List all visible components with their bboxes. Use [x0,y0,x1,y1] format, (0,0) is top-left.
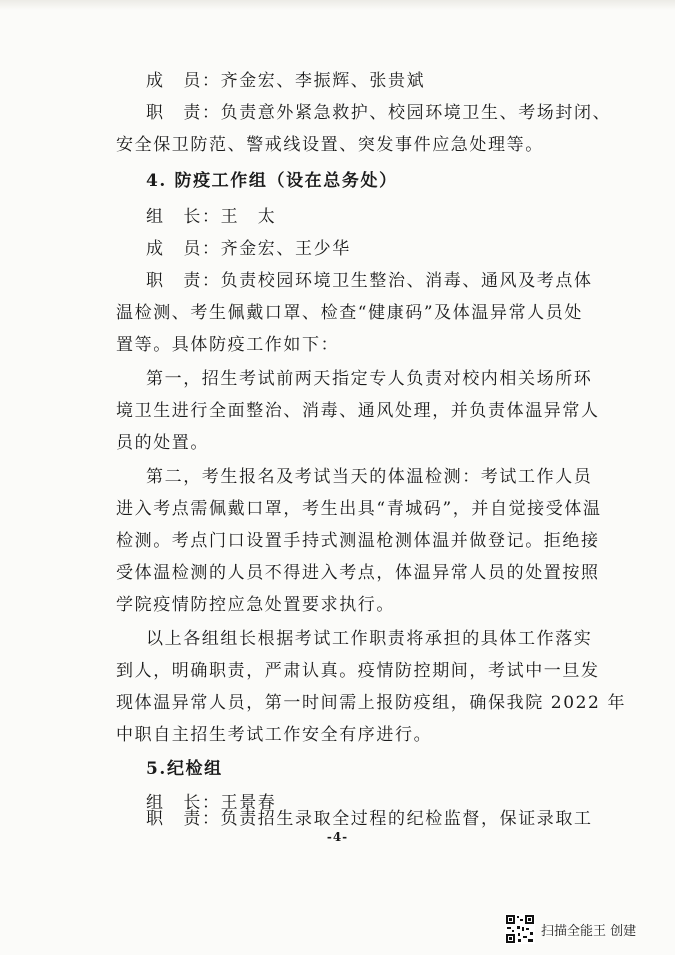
paragraph-line: 现体温异常人员，第一时间需上报防疫组，确保我院 2022 年 [116,693,627,713]
paragraph-line: 中职自主招生考试工作安全有序进行。 [116,725,433,745]
field-label: 职责 [146,103,202,123]
members-line-epidemic [0,238,675,260]
field-value: 负责意外紧急救护、校园环境卫生、考场封闭、 [220,103,612,123]
scanner-watermark [505,909,636,949]
colon: ： [202,71,221,91]
paragraph-line: 进入考点需佩戴口罩，考生出具“青城码”，并自觉接受体温 [116,499,602,519]
paragraph-line: 检测。考点门口设置手持式测温枪测体温并做登记。拒绝接 [116,531,600,551]
paragraph-line: 境卫生进行全面整治、消毒、通风处理，并负责体温异常人 [116,401,600,421]
duties-line-1 [0,102,675,124]
field-label: 职责 [146,271,202,291]
colon: ： [202,103,221,123]
paragraph-line: 置等。具体防疫工作如下： [116,335,340,355]
field-label: 成员 [146,71,202,91]
field-value: 齐金宏、王少华 [220,239,351,259]
leader-line-epidemic [0,206,675,228]
field-value: 齐金宏、李振辉、张贵斌 [220,71,426,91]
field-label: 职责 [146,809,202,829]
section-heading-epidemic-group: 4. 防疫工作组（设在总务处） [146,171,398,191]
section-heading-discipline-group: 5.纪检组 [146,759,223,779]
paragraph-first-line: 以上各组组长根据考试工作职责将承担的具体工作落实 [146,629,593,649]
field-value: 负责招生录取全过程的纪检监督，保证录取工 [220,809,593,829]
page-number: -4- [326,830,349,844]
paragraph-line: 员的处置。 [116,433,209,453]
paragraph-line: 到人，明确职责，严肃认真。疫情防控期间，考试中一旦发 [116,661,600,681]
field-value: 王 太 [220,207,277,227]
duties-line-epidemic [0,270,675,292]
field-label: 组长 [146,207,202,227]
colon: ： [202,793,221,813]
field-label: 成员 [146,239,202,259]
paragraph-line: 温检测、考生佩戴口罩、检查“健康码”及体温异常人员处 [116,303,583,323]
colon: ： [202,271,221,291]
qr-code-icon [505,914,535,944]
paragraph-line: 学院疫情防控应急处置要求执行。 [116,595,395,615]
colon: ： [202,207,221,227]
field-value: 王景春 [220,793,277,813]
field-value: 负责校园环境卫生整治、消毒、通风及考点体 [220,271,593,291]
duties-line-discipline [0,808,675,830]
colon: ： [202,809,221,829]
field-label: 组长 [146,793,202,813]
members-line-1 [0,70,675,92]
paragraph-first-line: 第二，考生报名及考试当天的体温检测：考试工作人员 [146,467,593,487]
paragraph-line: 安全保卫防范、警戒线设置、突发事件应急处理等。 [116,135,544,155]
paragraph-first-line: 第一，招生考试前两天指定专人负责对校内相关场所环 [146,369,593,389]
colon: ： [202,239,221,259]
paragraph-line: 受体温检测的人员不得进入考点，体温异常人员的处置按照 [116,563,600,583]
watermark-text: 扫描全能王 创建 [541,923,637,939]
scan-edge [0,0,675,10]
